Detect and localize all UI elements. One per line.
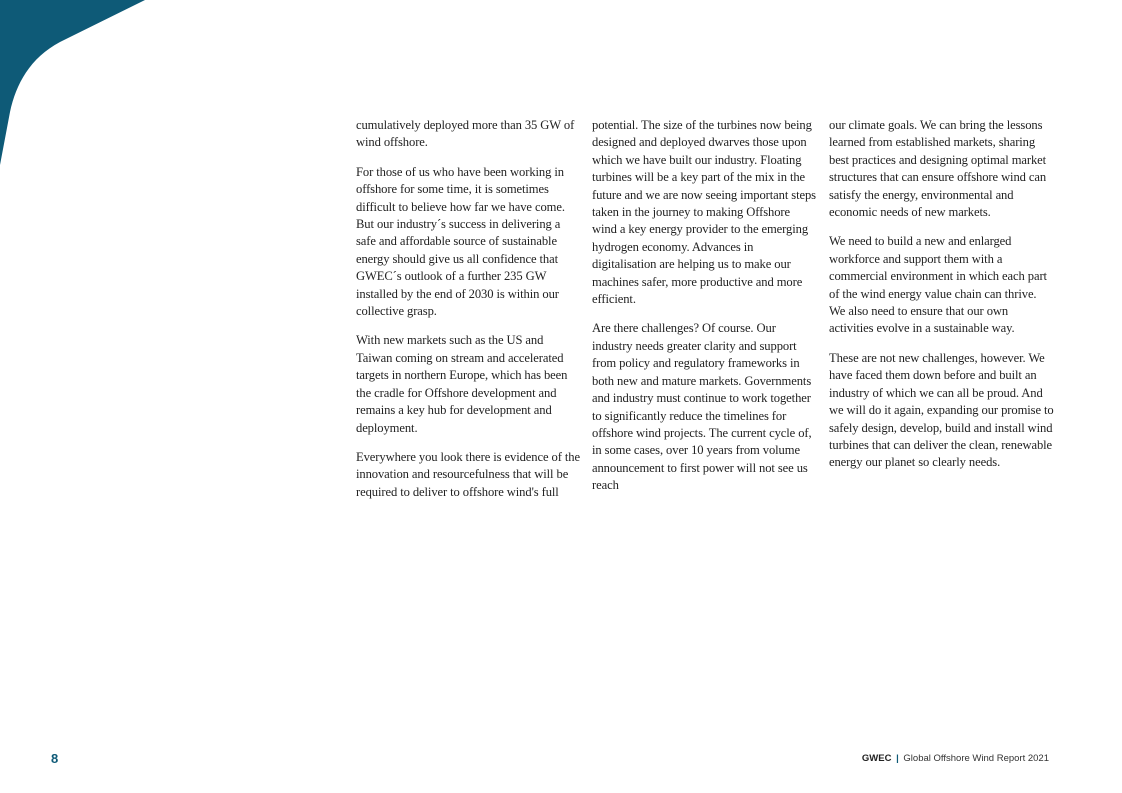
paragraph: We need to build a new and enlarged workforce and support them with a commercial environment in which each part of the wind energy value chain can thrive. We also need to ensure that our own activities evolve in a sustainable way. bbox=[829, 234, 1047, 336]
paragraph: cumulatively deployed more than 35 GW of wind offshore. bbox=[356, 118, 575, 150]
text-column-3 bbox=[829, 117, 1054, 484]
text-column-2 bbox=[592, 117, 817, 507]
page-number: 8 bbox=[51, 751, 59, 766]
paragraph: Are there challenges? Of course. Our industry needs greater clarity and support from policy and regulatory frameworks in both new and mature markets. Governments and industry must continue to work together to significantly reduce the timelines for offshore wind projects. The current cycle of, in some cases, over 10 years from volume announcement to first power will not see us reach bbox=[592, 321, 812, 493]
corner-decoration bbox=[0, 0, 150, 170]
paragraph: These are not new challenges, however. We have faced them down before and built an industry of which we can all be proud. And we will do it again, expanding our promise to safely design, develop, build and install wind turbines that can deliver the clean, renewable energy our planet so clearly needs. bbox=[829, 350, 1054, 470]
paragraph: our climate goals. We can bring the lessons learned from established markets, sharing best practices and designing optimal market structures that can ensure offshore wind can satisfy the energy, environmental and economic needs of new markets. bbox=[829, 118, 1047, 220]
footer-report-title bbox=[862, 753, 1049, 764]
paragraph: potential. The size of the turbines now being designed and deployed dwarves those upon which we have built our industry. Floating turbines will be a key part of the mix in the future and we are now seeing important steps taken in the journey to making Offshore wind a key energy provider to the emerging hydrogen economy. Advances in digitalisation are helping us to make our machines safer, more productive and more efficient. bbox=[592, 118, 816, 307]
footer-title: Global Offshore Wind Report 2021 bbox=[903, 753, 1049, 764]
footer-brand: GWEC bbox=[861, 753, 892, 764]
paragraph: For those of us who have been working in offshore for some time, it is sometimes difficult to believe how far we have come. But our industry´s success in delivering a safe and affordable source of sustainable energy should give us all confidence that GWEC´s outlook of a further 235 GW installed by the end of 2030 is within our collective grasp. bbox=[356, 164, 565, 319]
paragraph: Everywhere you look there is evidence of the innovation and resourcefulness that will be required to deliver to offshore wind's full bbox=[356, 449, 580, 499]
text-column-1 bbox=[356, 117, 581, 513]
footer-separator: | bbox=[896, 753, 899, 764]
paragraph: With new markets such as the US and Taiwan coming on stream and accelerated targets in northern Europe, which has been the cradle for Offshore development and remains a key hub for development and deployment. bbox=[356, 333, 568, 435]
